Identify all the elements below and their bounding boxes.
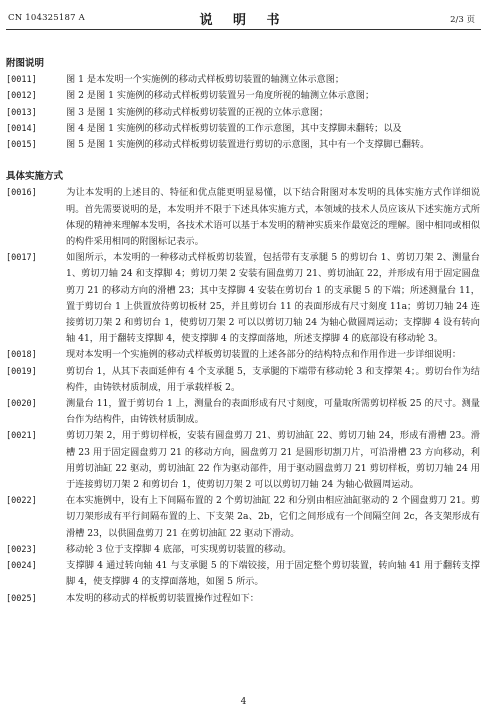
paragraph <box>6 250 480 347</box>
paragraph-number: [0011] <box>6 75 37 86</box>
paragraph <box>6 364 480 396</box>
paragraph-text: 现对本发明一个实施例的移动式样板剪切装置的上述各部分的结构特点和作用作进一步详细说明： <box>66 349 462 361</box>
paragraph-text: 如图所示，本发明的一种移动式样板剪切装置，包括带有支承腿 5 的剪切台 1、剪切刀架 2、测量台 1、剪切刀轴 24 和支撑脚 4；剪切刀架 2 安装有圆盘剪刀 21、剪切油缸 22，并形成有用于固定圆盘剪刀 21 的移动方向的滑槽 23；其中支撑脚 4 安装在剪切台 1 的支承腿 5 的下端；所述测量台 11，置于剪切台 1 上供置放待剪切板材 25，并且剪切台 11 的表面形成有尺寸刻度 11a；剪切刀轴 24 连接剪切刀架 2 和剪切台 1，使剪切刀架 2 可以以剪切刀轴 24 为轴心做圆周运动；支撑脚 4 设有转向轴 41，用于翻转支撑脚 4，使支撑脚 4 的支撑面落地，所述支撑脚 4 的底部设有移动轮 3。 <box>66 252 480 345</box>
paragraph <box>6 72 480 88</box>
paragraph-text: 支撑脚 4 通过转向轴 41 与支承腿 5 的下端铰接，用于固定整个剪切装置，转向轴 41 用于翻转支撑脚 4，使支撑脚 4 的支撑面落地，如图 5 所示。 <box>66 560 480 588</box>
paragraph-text: 图 3 是图 1 实施例的移动式样板剪切装置的正视的立体示意图； <box>66 106 329 118</box>
paragraph-text: 图 1 是本发明一个实施例的移动式样板剪切装置的轴测立体示意图； <box>66 74 345 86</box>
paragraph-text: 图 5 是图 1 实施例的移动式样板剪切装置进行剪切的示意图，其中有一个支撑脚已翻转。 <box>66 139 430 151</box>
paragraph-number: [0016] <box>6 188 37 199</box>
section-heading-figures: 附图说明 <box>6 58 45 69</box>
paragraph <box>6 88 480 104</box>
paragraph-number: [0024] <box>6 561 37 572</box>
paragraph-text: 剪切刀架 2，用于剪切样板，安装有圆盘剪刀 21、剪切油缸 22、剪切刀轴 24，形成有滑槽 23。滑槽 23 用于固定圆盘剪刀 21 的移动方向，圆盘剪刀 21 是圆形切割刀片，可沿滑槽 23 方向移动，利用剪切油缸 22 驱动，剪切油缸 22 作为驱动部件，用于驱动圆盘剪刀 21 剪切样板，剪切刀轴 24 用于连接剪切刀架 2 和剪切台 1，使剪切刀架 2 可以以剪切刀轴 24 为轴心做圆周运动。 <box>66 430 480 491</box>
paragraph <box>6 137 480 153</box>
paragraph-number: [0023] <box>6 544 37 555</box>
paragraph-number: [0012] <box>6 91 37 102</box>
paragraph-number: [0014] <box>6 123 37 134</box>
paragraph-number: [0013] <box>6 107 37 118</box>
document-body <box>6 56 480 607</box>
section-heading-embodiment: 具体实施方式 <box>6 171 64 183</box>
paragraph <box>6 558 480 590</box>
publication-number: CN 104325187 A <box>8 13 85 23</box>
paragraph-text: 移动轮 3 位于支撑脚 4 底部，可实现剪切装置的移动。 <box>66 543 292 555</box>
paragraph <box>6 428 480 493</box>
page-indicator: 2/3 页 <box>450 15 475 25</box>
paragraph-number: [0020] <box>6 399 37 410</box>
page-header <box>0 0 487 30</box>
paragraph-number: [0017] <box>6 253 37 264</box>
paragraph <box>6 396 480 428</box>
page-number: 4 <box>240 697 247 707</box>
paragraph <box>6 121 480 137</box>
paragraph <box>6 105 480 121</box>
paragraph-text: 本发明的移动式的样板剪切装置操作过程如下： <box>66 592 259 604</box>
paragraph-text: 在本实施例中，设有上下间隔布置的 2 个剪切油缸 22 和分别由相应油缸驱动的 2 个圆盘剪刀 21。剪切刀架形成有平行间隔布置的上、下支架 2a、2b，它们之间形成有一个间隔空间 2c，各支架形成有滑槽 23，以供圆盘剪刀 21 在剪切油缸 22 驱动下滑动。 <box>66 495 480 539</box>
paragraph-number: [0022] <box>6 496 37 507</box>
header-divider <box>6 29 481 30</box>
paragraph <box>6 347 480 363</box>
paragraph-number: [0018] <box>6 350 37 361</box>
paragraph-text: 图 4 是图 1 实施例的移动式样板剪切装置的工作示意图，其中支撑脚未翻转；以及 <box>66 122 402 134</box>
paragraph-text: 剪切台 1，从其下表面延伸有 4 个支承腿 5，支承腿的下端带有移动轮 3 和支撑架 4；。剪切台作为结构件，由铸铁材质制成，用于承载样板 2。 <box>66 365 480 393</box>
paragraph <box>6 591 480 607</box>
paragraph-number: [0015] <box>6 140 37 151</box>
document-title: 说 明 书 <box>199 13 288 28</box>
paragraph-text: 图 2 是图 1 实施例的移动式样板剪切装置另一角度所视的轴测立体示意图； <box>66 90 375 102</box>
paragraph-text: 为让本发明的上述目的、特征和优点能更明显易懂，以下结合附图对本发明的具体实施方式作详细说明。首先需要说明的是，本发明并不限于下述具体实施方式，本领域的技术人员应该从下述实施方式所体现的精神来理解本发明，各技术术语可以基于本发明的精神实质来作最宽泛的理解。图中相同或相似的构件采用相同的附图标记表示。 <box>66 187 480 248</box>
paragraph <box>6 493 480 542</box>
paragraph-number: [0019] <box>6 366 37 377</box>
paragraph-number: [0021] <box>6 431 37 442</box>
paragraph-number: [0025] <box>6 593 37 604</box>
paragraph <box>6 185 480 250</box>
paragraph-text: 测量台 11，置于剪切台 1 上，测量台的表面形成有尺寸刻度，可量取所需剪切样板 25 的尺寸。测量台作为结构件，由铸铁材质制成。 <box>66 398 480 426</box>
paragraph <box>6 542 480 558</box>
